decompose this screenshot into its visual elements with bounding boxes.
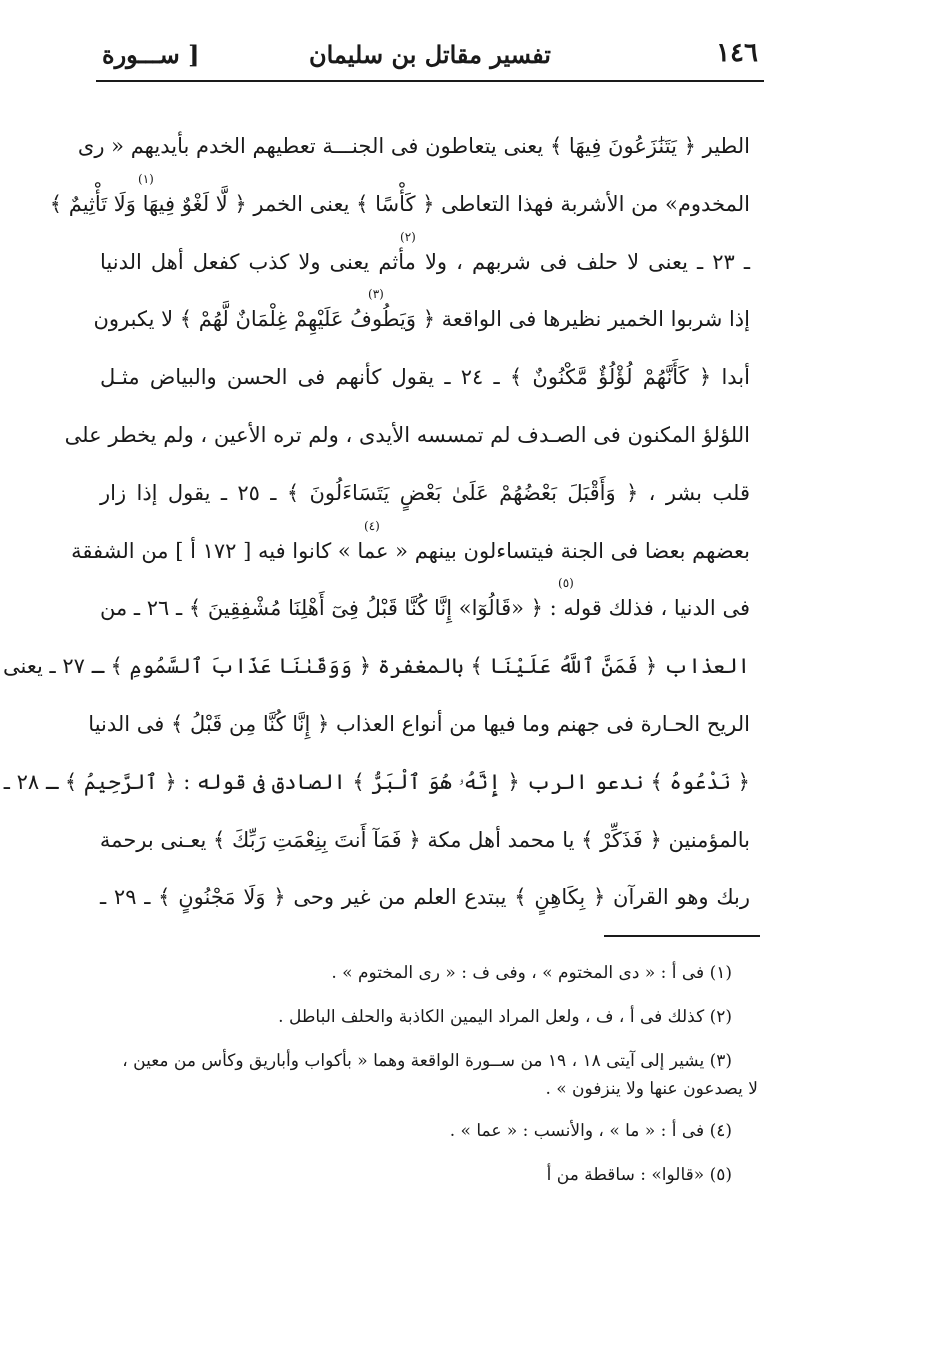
- page-number: ١٤٦: [716, 38, 758, 68]
- text-line: بالمؤمنين ﴿ فَذَكِّرْ ﴾ يا محمد أهل مكة ﴿ فَمَآ أَنتَ بِنِعْمَتِ رَبِّكَ ﴾ يعـنى برحمة: [99, 827, 750, 852]
- text-line: قلب بشر ، ﴿ وَأَقْبَلَ بَعْضُهُمْ عَلَىٰ بَعْضٍ يَتَسَاءَلُونَ ﴾ ـ ٢٥ ـ يقول إذا زار: [100, 480, 750, 505]
- footnote-rule: [604, 935, 760, 937]
- running-header: [96, 36, 764, 76]
- text-line: (٥) فى الدنيا ، فذلك قوله : ﴿ «قَالُوٓا» إِنَّا كُنَّا قَبْلُ فِىٓ أَهْلِنَا مُشْفِقِينَ ﴾ ـ ٢٦ ـ من: [100, 576, 750, 621]
- text-line: اللؤلؤ المكنون فى الصـدف لم تمسسه الأيدى ، ولم تره الأعين ، ولم يخطر على: [64, 422, 750, 447]
- surah-label: [ ســـورة: [102, 40, 200, 69]
- text-line: ﴿ نَدْعُوهُ ﴾ ندعو الرب ﴿ إِنَّهُۥ هُوَ ٱلْبَرُّ ﴾ الصادق فى قوله : ﴿ ٱلرَّحِيمُ ﴾ ـ ٢٨ ـ: [3, 769, 750, 794]
- text-line: الطير ﴿ يَتَنَٰزَعُونَ فِيهَا ﴾ يعنى يتعاطون فى الجنـــة تعطيهم الخدم بأيديهم « رى: [77, 134, 750, 158]
- book-title: تفسير مقاتل بن سليمان: [308, 40, 551, 69]
- footnote-marker: (٤): [364, 518, 380, 533]
- footnote: (١) فى أ : « دى المختوم » ، وفى ف : « رى المختوم » .: [331, 963, 732, 983]
- footnote-continuation: لا يصدعون عنها ولا ينزفون » .: [545, 1079, 758, 1099]
- text-line: الريح الحـارة فى جهنم وما فيها من أنواع العذاب ﴿ إِنَّا كُنَّا مِن قَبْلُ ﴾ فى الدنيا: [88, 711, 750, 736]
- footnote: (٣) يشير إلى آيتى ١٨ ، ١٩ من ســورة الواقعة وهما « بأكواب وأباريق وكأس من معين ، لا يصدعون عنها ولا ينزفون » .: [100, 1050, 732, 1100]
- footnote: (٢) كذلك فى أ ، ف ، ولعل المراد اليمين الكاذبة والحلف الباطل .: [278, 1007, 732, 1027]
- header-rule: [96, 80, 764, 82]
- text-line: أبدا ﴿ كَأَنَّهُمْ لُؤْلُؤٌ مَّكْنُونٌ ﴾ ـ ٢٤ ـ يقول كأنهم فى الحسن والبياض مثـل: [100, 365, 750, 390]
- text-line: العذاب ﴿ فَمَنَّ ٱللَّهُ عَلَيْنَا ﴾ بالمغفرة ﴿ وَوَقَىٰنَا عَذَابَ ٱلسَّمُومِ ﴾ ـ ٢٧ ـ يعنى: [3, 654, 750, 679]
- text-line: (٣) إذا شربوا الخمير نظيرها فى الواقعة ﴿ وَيَطُوفُ عَلَيْهِمْ غِلْمَانٌ لَّهُمْ ﴾ لا يكبرون: [93, 287, 750, 332]
- text-line: (٤) بعضهم بعضا فى الجنة فيتساءلون بينهم « عما » كانوا فيه [ ١٧٢ أ ] من الشفقة: [71, 518, 750, 563]
- footnote: (٤) فى أ : « ما » ، والأنسب : « عما » .: [449, 1121, 732, 1141]
- text-line: ربك وهو القرآن ﴿ بِكَاهِنٍ ﴾ يبتدع العلم من غير وحى ﴿ وَلَا مَجْنُونٍ ﴾ ـ ٢٩ ـ: [100, 885, 751, 910]
- footnote: (٥) «قالوا» : ساقطة من أ: [546, 1165, 732, 1185]
- footnote-marker: (٣): [368, 287, 384, 302]
- text-line: (١) المخدوم» من الأشربة فهذا التعاطى ﴿ كَأْسًا ﴾ يعنى الخمر ﴿ لَّا لَغْوٌ فِيهَا وَلَا تَأْثِيمٌ ﴾: [49, 171, 750, 216]
- footnote-marker: (١): [138, 171, 154, 186]
- footnote-marker: (٥): [558, 576, 574, 591]
- text-line: (٢) ـ ٢٣ ـ يعنى لا حلف فى شربهم ، ولا مأثم يعنى ولا كذب كفعل أهل الدنيا: [100, 229, 750, 274]
- footnote-marker: (٢): [400, 229, 416, 244]
- body-text: [3, 118, 751, 927]
- footnotes: [100, 962, 758, 1208]
